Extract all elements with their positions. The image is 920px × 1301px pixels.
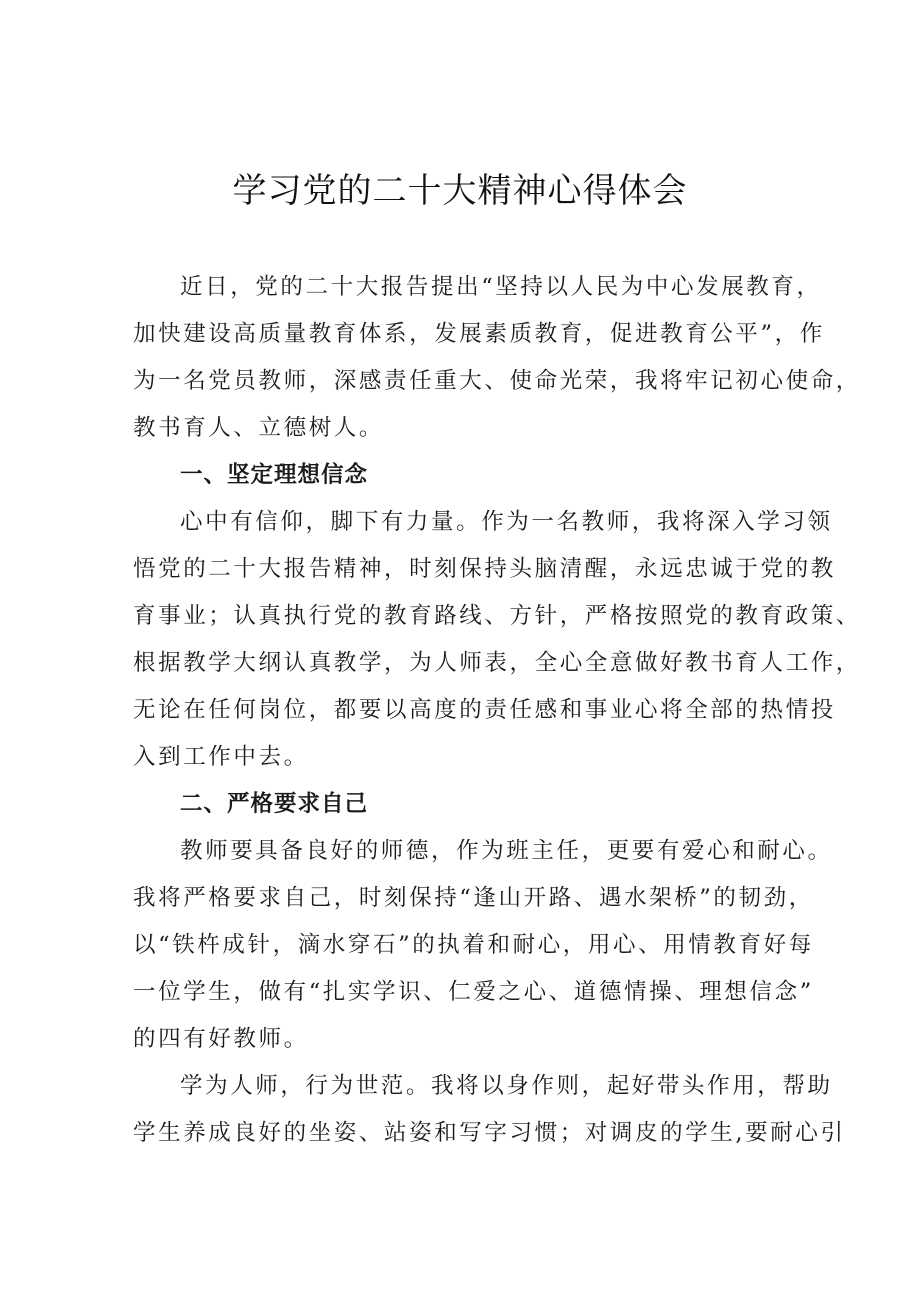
paragraph-line: 的四有好教师。 [133,1026,309,1052]
document-title: 学习党的二十大精神心得体会 [232,171,688,211]
paragraph-line: 无论在任何岗位，都要以高度的责任感和事业心将全部的热情投 [133,697,836,723]
section-heading: 二、严格要求自己 [180,791,369,817]
paragraph-line: 根据教学大纲认真教学，为人师表，全心全意做好教书育人工作， [133,650,861,676]
section-heading: 一、坚定理想信念 [180,462,369,488]
paragraph-line: 学为人师，行为世范。我将以身作则，起好带头作用，帮助 [180,1073,833,1099]
paragraph-line: 教师要具备良好的师德，作为班主任，更要有爱心和耐心。 [180,838,833,864]
paragraph-line: 一位学生，做有“扎实学识、仁爱之心、道德情操、理想信念” [133,979,814,1005]
paragraph-line: 为一名党员教师，深感责任重大、使命光荣，我将牢记初心使命， [133,368,861,394]
paragraph-line: 育事业；认真执行党的教育路线、方针，严格按照党的教育政策、 [133,603,861,629]
paragraph-line: 加快建设高质量教育体系，发展素质教育，促进教育公平”，作 [133,321,825,347]
paragraph-line: 学生养成良好的坐姿、站姿和写字习惯；对调皮的学生,要耐心引 [133,1120,846,1146]
paragraph-line: 近日，党的二十大报告提出“坚持以人民为中心发展教育， [180,274,822,300]
paragraph-line: 入到工作中去。 [133,744,309,770]
paragraph-line: 悟党的二十大报告精神，时刻保持头脑清醒，永远忠诚于党的教 [133,556,836,582]
paragraph-line: 以“铁杵成针，滴水穿石”的执着和耐心，用心、用情教育好每 [133,932,814,958]
paragraph-line: 我将严格要求自己，时刻保持“逢山开路、遇水架桥”的韧劲， [133,885,814,911]
document-body [133,264,861,1157]
paragraph-line: 教书育人、立德树人。 [133,415,385,441]
paragraph-line: 心中有信仰，脚下有力量。作为一名教师，我将深入学习领 [180,509,833,535]
